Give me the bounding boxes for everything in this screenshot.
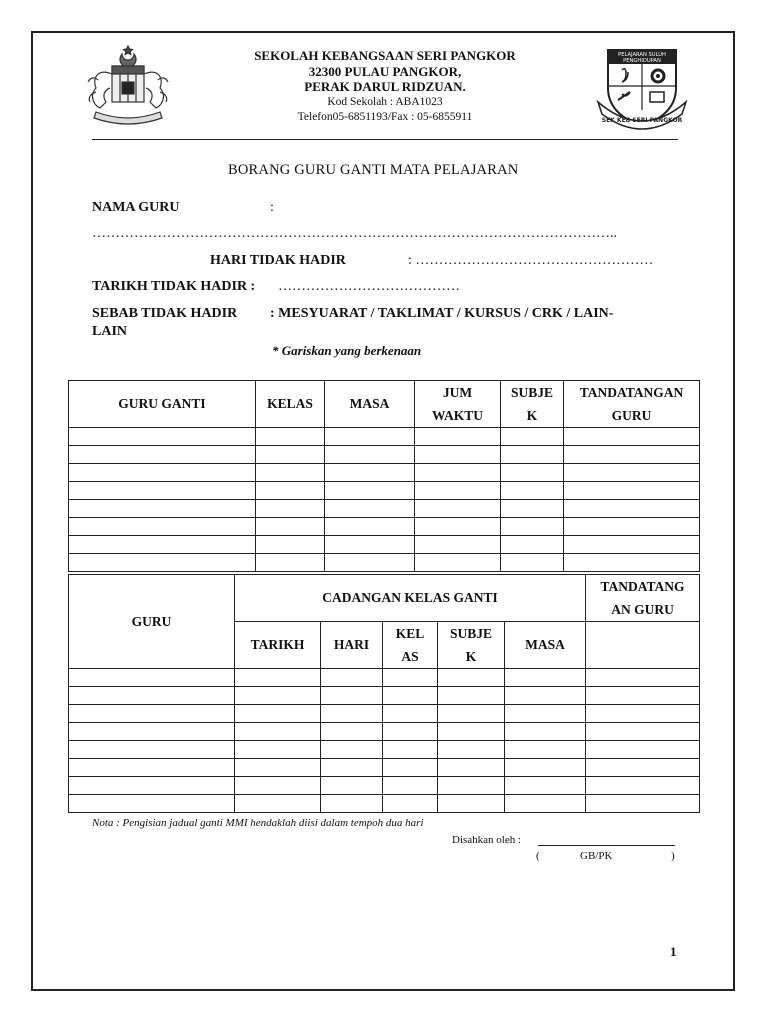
svg-text:PENGHIDUPAN: PENGHIDUPAN [623,58,661,64]
table-header-row [69,381,700,428]
footnote: Nota : Pengisian jadual ganti MMI hendaklah diisi dalam tempoh dua hari [92,817,424,829]
form-title: BORANG GURU GANTI MATA PELAJARAN [228,162,519,178]
nama-guru-dotted-line: ………………………………………………………………………………………………….. [92,226,617,241]
col-cadangan-kelas-ganti: CADANGAN KELAS GANTI [235,575,586,622]
col-subjek: SUBJE K [501,381,564,428]
table-row[interactable] [69,446,700,464]
table-header-row [69,575,700,622]
tarikh-value: ………………………………… [278,279,460,294]
header-divider [92,139,678,140]
table-row[interactable] [69,669,700,687]
open-paren: ( [536,850,540,862]
table-row[interactable] [69,759,700,777]
table-row[interactable] [69,705,700,723]
class-suggestion-table [68,574,700,813]
phone-fax: Telefon05-6851193/Fax : 05-6855911 [297,111,473,123]
school-header [230,48,540,126]
gbpk-label: GB/PK [580,850,613,862]
table-row[interactable] [69,518,700,536]
col-hari: HARI [321,622,383,669]
table-row[interactable] [69,500,700,518]
col-guru-ganti: GURU GANTI [69,381,256,428]
col-masa: MASA [325,381,415,428]
col-jum-waktu: JUM WAKTU [415,381,501,428]
address-line-1: 32300 PULAU PANGKOR, [308,63,462,79]
svg-text:SEK KEB SERI PANGKOR: SEK KEB SERI PANGKOR [601,117,683,124]
sebab-value: : MESYUARAT / TAKLIMAT / KURSUS / CRK / LAIN- [270,306,614,321]
col-tarikh: TARIKH [235,622,321,669]
school-crest-logo [592,44,692,132]
underline-note: * Gariskan yang berkenaan [272,343,422,358]
school-code: Kod Sekolah : ABA1023 [327,95,443,108]
table-row[interactable] [69,554,700,572]
coat-of-arms-logo [78,44,178,126]
col-masa: MASA [505,622,586,669]
col-kelas: KELAS [256,381,325,428]
table-row[interactable] [69,795,700,813]
signature-line[interactable] [538,845,675,846]
table-row[interactable] [69,464,700,482]
nama-guru-colon: : [270,200,274,215]
substitute-teacher-table [68,380,700,572]
table-row[interactable] [69,687,700,705]
col-kelas: KEL AS [383,622,438,669]
sebab-continuation: LAIN [92,324,128,339]
close-paren: ) [671,850,675,862]
table-row[interactable] [69,723,700,741]
hari-label: HARI TIDAK HADIR [210,253,346,268]
col-subjek: SUBJE K [438,622,505,669]
nama-guru-label: NAMA GURU [92,200,180,215]
table-row[interactable] [69,741,700,759]
table-row[interactable] [69,428,700,446]
table-row[interactable] [69,536,700,554]
col-tandatangan: TANDATANGAN GURU [564,381,700,428]
page-number: 1 [670,944,677,959]
table-row[interactable] [69,482,700,500]
hari-value: : …………………………………………… [408,253,654,268]
school-name: SEKOLAH KEBANGSAAN SERI PANGKOR [254,48,516,63]
col-guru: GURU [69,575,235,669]
col-tandatangan-guru: TANDATANG AN GURU [586,575,700,622]
sebab-label: SEBAB TIDAK HADIR [92,306,238,321]
svg-text:PELAJARAN SULUH: PELAJARAN SULUH [618,52,666,58]
table-row[interactable] [69,777,700,795]
disahkan-label: Disahkan oleh : [452,834,522,846]
address-line-2: PERAK DARUL RIDZUAN. [304,79,466,94]
tarikh-label: TARIKH TIDAK HADIR : [92,279,256,294]
